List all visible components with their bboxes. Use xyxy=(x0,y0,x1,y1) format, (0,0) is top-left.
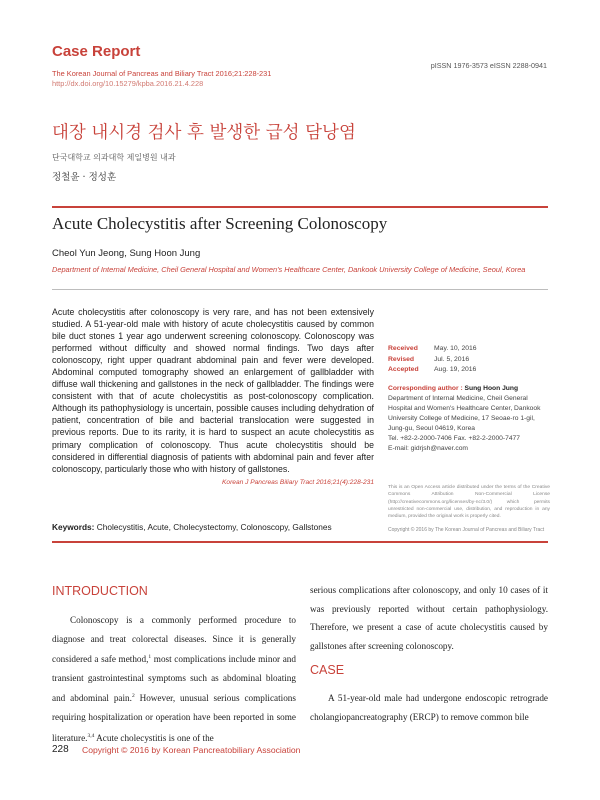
page-number: 228 xyxy=(52,744,69,755)
corresponding-author-label: Corresponding author : xyxy=(388,385,463,392)
intro-text-d: Acute cholecystitis is one of the xyxy=(94,732,214,743)
issn: pISSN 1976-3573 eISSN 2288-0941 xyxy=(430,61,547,70)
footer-copyright: Copyright © 2016 by Korean Pancreatobiliary Association xyxy=(82,745,301,755)
korean-title: 대장 내시경 검사 후 발생한 급성 담낭염 xyxy=(52,123,356,143)
abstract-text: Acute cholecystitis after colonoscopy is very rare, and has not been extensively studied. A 51-year-old male with history of acute cholecystitis caused by common bile duct stones 1 year ago underwent screening colonoscopy. Colonoscopy was performed without difficulty and showed normal findings. Two days after colonoscopy, right upper quadrant abdominal pain and fever were developed. Abdominal computed tomography showed an enlargement of gallbladder with diffuse wall thickening and gallstones in the neck of gallbladder. The findings were consistent with that of acute cholecystitis as post-colonoscopy complication. Although its pathophysiology is uncertain, possible causes including dehydration of patient, concentration of bile and bacterial translocation were suggested in previous reports. Due to its rarity, it is hard to suspect an acute cholecystitis as primary complication of colonoscopy. Thus acute cholecystitis should be considered in differential diagnosis of patients with abdominal pain and fever after colonoscopy, particularly those who with history of gallstones. xyxy=(52,307,374,474)
abstract-citation: Korean J Pancreas Biliary Tract 2016;21(4):228-231 xyxy=(222,479,374,486)
corr-line: University College of Medicine, 17 Seoae-ro 1-gil, xyxy=(388,415,535,422)
date-value: Jul. 5, 2016 xyxy=(434,355,470,363)
date-value: May. 10, 2016 xyxy=(434,345,477,352)
introduction-heading: INTRODUCTION xyxy=(52,584,148,598)
date-label: Accepted xyxy=(388,366,419,373)
ref-3-4[interactable]: 3,4 xyxy=(87,732,95,739)
article-dates xyxy=(388,344,477,376)
intro-paragraph xyxy=(52,611,296,747)
keywords-label: Keywords: xyxy=(52,522,95,532)
keywords-list: Cholecystitis, Acute, Cholecystectomy, Colonoscopy, Gallstones xyxy=(96,522,332,532)
english-affiliation: Department of Internal Medicine, Cheil General Hospital and Women's Healthcare Center, Dankook University College of Medicine, Seoul, Korea xyxy=(52,265,526,274)
date-label: Received xyxy=(388,345,418,352)
ref-1[interactable]: 1 xyxy=(148,654,152,661)
corr-line: Jung-gu, Seoul 04619, Korea xyxy=(388,425,476,432)
keywords xyxy=(52,522,332,532)
intro-text-b: most complications include minor and transient gastrointestinal symptoms such as abdominal bloating and abdominal pain. xyxy=(52,654,296,704)
corr-line: Hospital and Women's Healthcare Center, Dankook xyxy=(388,405,541,412)
title-divider xyxy=(52,206,548,208)
english-title: Acute Cholecystitis after Screening Colonoscopy xyxy=(52,214,388,233)
introduction-text xyxy=(52,611,296,747)
journal-citation: The Korean Journal of Pancreas and Biliary Tract 2016;21:228-231 xyxy=(52,69,272,78)
license-text: This is an Open Access article distributed under the terms of the Creative Commons Attribution Non-Commercial License (http://creativecommons.org/licenses/by-nc/3.0/) which permits unrestricted non-commercial use, distribution, and reproduction in any medium, provided the original work is properly cited. xyxy=(388,485,550,520)
date-value: Aug. 19, 2016 xyxy=(434,366,477,373)
introduction-continued: serious complications after colonoscopy, and only 10 cases of it was previously reported without certain pathophysiology. Therefore, we present a case of acute cholecystitis caused by gallstones after screening colonoscopy. xyxy=(310,585,548,651)
corr-line: Department of Internal Medicine, Cheil General xyxy=(388,395,528,402)
article-type: Case Report xyxy=(52,43,141,60)
corr-line: Tel. +82-2-2000-7406 Fax. +82-2-2000-7477 xyxy=(388,435,520,442)
corresponding-author-name: Sung Hoon Jung xyxy=(464,385,519,392)
case-text: A 51-year-old male had undergone endoscopic retrograde cholangiopancreatography (ERCP) to remove common bile xyxy=(310,693,548,722)
abstract-bottom-divider xyxy=(52,541,548,543)
doi-link[interactable]: http://dx.doi.org/10.15279/kpba.2016.21.4.228 xyxy=(52,79,204,88)
corr-email[interactable]: E-mail: gidrjsh@naver.com xyxy=(388,445,469,452)
date-accepted xyxy=(388,365,477,376)
abstract-top-divider xyxy=(52,289,548,290)
korean-authors: 정철윤 · 정성훈 xyxy=(52,172,117,183)
date-label: Revised xyxy=(388,355,415,363)
intro-text-c: However, unusual serious complications requiring hospitalization or operation have been reported in some literature. xyxy=(52,693,296,743)
intro-text-a: Colonoscopy is a commonly performed procedure to diagnose and treat colorectal diseases. Since it is generally considered a safe method, xyxy=(52,615,296,665)
date-revised xyxy=(388,355,477,366)
case-heading: CASE xyxy=(310,663,345,677)
english-authors: Cheol Yun Jeong, Sung Hoon Jung xyxy=(52,248,201,259)
date-received xyxy=(388,344,477,355)
journal-copyright: Copyright © 2016 by The Korean Journal of Pancreas and Biliary Tract xyxy=(388,527,545,533)
corresponding-author-heading xyxy=(388,384,558,394)
ref-2[interactable]: 2 xyxy=(131,693,135,700)
korean-affiliation: 단국대학교 의과대학 제일병원 내과 xyxy=(52,153,176,162)
corresponding-author xyxy=(388,384,558,454)
